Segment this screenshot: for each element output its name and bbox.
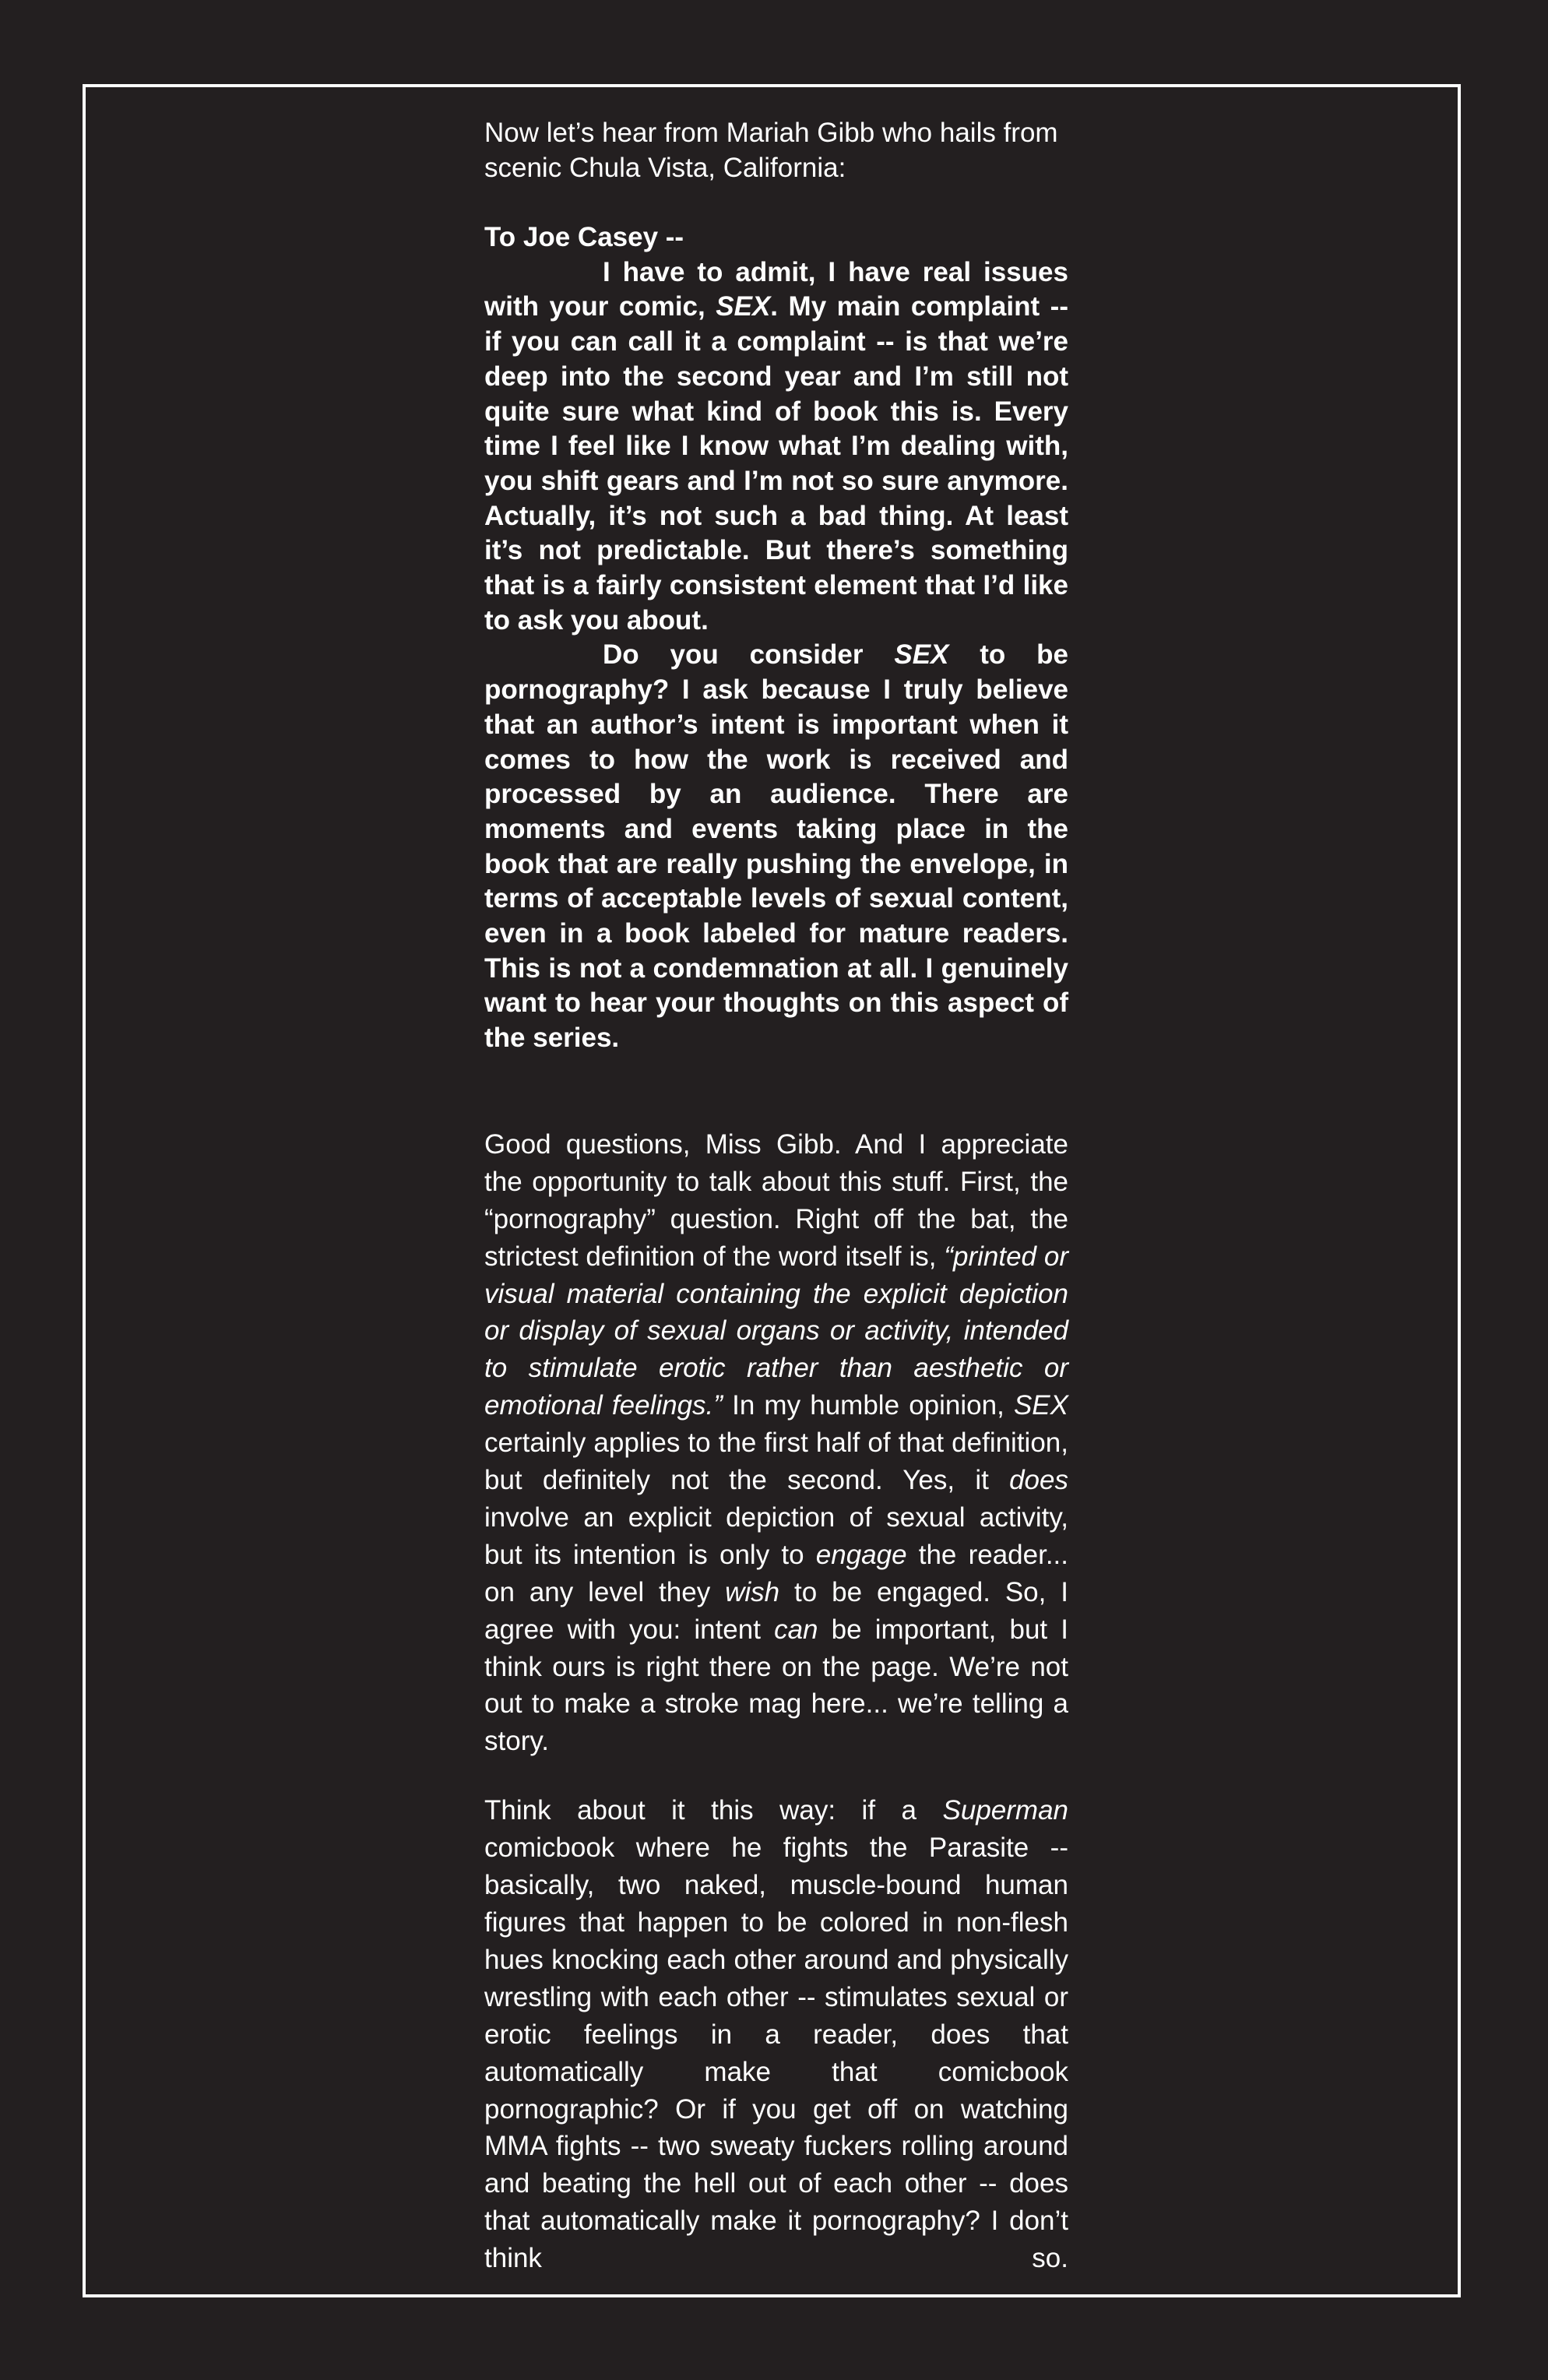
comic-title: SEX: [894, 639, 949, 671]
intro-paragraph: [484, 115, 1068, 185]
emphasis-word: wish: [725, 1576, 780, 1607]
reply-text: comicbook where he fights the Parasite -- basically, two naked, muscle-bound human figures that happen to be colored in non-flesh hues knocking each other around and physically wrestling with each other -- stimulates sexual or erotic feelings in a reader, does that automatically make that comicbook pornographic? Or if you get off on watching MMA fights -- two sweaty fuckers rolling around and beating the hell out of each other -- does that automatically make it pornography? I don’t think so.: [484, 1833, 1068, 2274]
reader-letter: [484, 220, 1068, 1056]
reply-text: to be engaged. So, I agree with you: intent: [484, 1576, 1068, 1645]
superman-title: Superman: [942, 1795, 1068, 1826]
letter-writer-name: Mariah Gibb: [726, 118, 875, 148]
letter-text: I have to admit, I have real issues with your comic,: [484, 256, 1068, 322]
reply-text: Good questions, Miss Gibb. And I appreciate the opportunity to talk about this stuff. First, the “pornography” question. Right off the bat, the strictest definition of the word itself is,: [484, 1128, 1068, 1272]
emphasis-word: engage: [815, 1539, 907, 1570]
letter-salutation: To Joe Casey --: [484, 222, 684, 252]
letter-paragraph-1: [484, 255, 1068, 639]
intro-text: who hails from scenic: [484, 118, 1058, 183]
reply-text: involve an explicit depiction of sexual activity, but its intention is only to: [484, 1502, 1068, 1570]
reply-text: Think about it this way: if a: [484, 1795, 943, 1826]
letter-text: Do you consider: [603, 639, 895, 671]
intro-text: Now let’s hear from: [484, 118, 727, 148]
reply-text: the reader... on any level they: [484, 1539, 1068, 1607]
letter-writer-location: Chula Vista, California: [568, 153, 839, 183]
letters-column: [484, 115, 1068, 2277]
definition-quote: “printed or visual material containing the explicit depiction or display of sexual organs or activity, intended to stimulate erotic rather than aesthetic or emotional feelings.”: [484, 1241, 1068, 1421]
reply-text: certainly applies to the first half of that definition, but definitely not the second. Yes, it: [484, 1428, 1068, 1496]
reply-text: be important, but I think ours is right there on the page. We’re not out to make a stroke mag here... we’re telling a story.: [484, 1614, 1068, 1757]
comic-title: SEX: [1013, 1390, 1068, 1421]
comic-title: SEX: [716, 291, 771, 322]
emphasis-word: does: [1009, 1465, 1068, 1496]
letter-text: to be pornography? I ask because I truly believe that an author’s intent is important when it comes to how the work is received and processed by an audience. There are moments and events taking place in the book that are really pushing the envelope, in terms of acceptable levels of sexual content, even in a book labeled for mature readers. This is not a condemnation at all. I genuinely want to hear your thoughts on this aspect of the series.: [484, 639, 1068, 1054]
letter-paragraph-2: [484, 638, 1068, 1055]
intro-text: :: [838, 153, 846, 183]
reply-paragraph-1: [484, 1126, 1068, 1760]
reply-paragraph-2: [484, 1792, 1068, 2277]
emphasis-word: can: [774, 1614, 818, 1645]
reply-text: In my humble opinion,: [722, 1390, 1014, 1421]
letter-text: . My main complaint -- if you can call it a complaint -- is that we’re deep into the second year and I’m still not quite sure what kind of book this is. Every time I feel like I know what I’m dealing with, you shift gears and I’m not so sure anymore. Actually, it’s not such a bad thing. At least it’s not predictable. But there’s something that is a fairly consistent element that I’d like to ask you about.: [484, 291, 1068, 635]
